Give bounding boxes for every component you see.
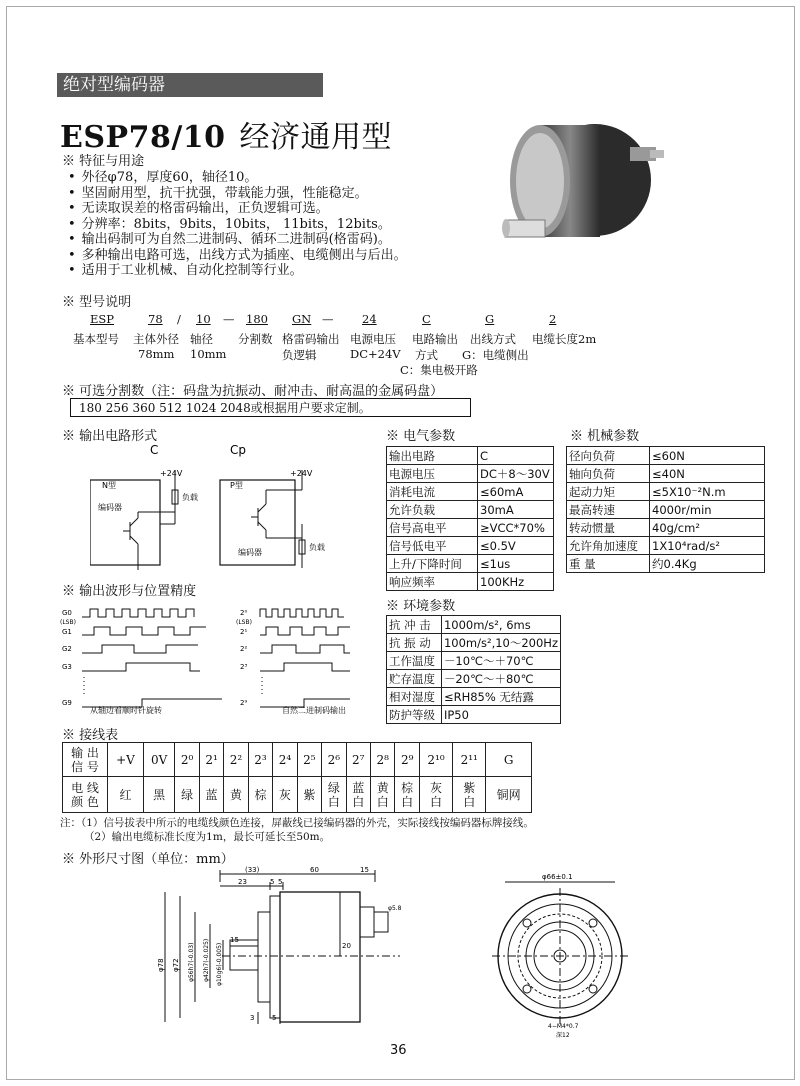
- param-name: 信号高电平: [387, 519, 478, 537]
- dim-label: 深12: [556, 1032, 570, 1038]
- dim-label: φ10g6(-0.005): [216, 942, 223, 986]
- wiring-signal: 2⁹: [395, 743, 419, 777]
- param-name: 抗 冲 击: [387, 616, 442, 634]
- code-segment: G: [485, 312, 495, 326]
- options-heading: ※ 可选分割数（注：码盘为抗振动、耐冲击、耐高温的金属码盘）: [62, 384, 444, 399]
- param-row: [387, 537, 554, 555]
- dim-label: 60: [310, 866, 319, 874]
- param-name: 相对湿度: [387, 688, 442, 706]
- param-value: －20℃～＋80℃: [441, 670, 560, 688]
- waveform-left-caption: 从轴边看顺时针旋转: [90, 706, 162, 715]
- environment-heading: ※ 环境参数: [386, 599, 456, 614]
- load-label: 负载: [182, 493, 198, 502]
- param-name: 消耗电流: [387, 483, 478, 501]
- param-name: 响应频率: [387, 573, 478, 591]
- param-name: 信号低电平: [387, 537, 478, 555]
- param-name: 上升/下降时间: [387, 555, 478, 573]
- code-label: 格雷码输出: [282, 332, 340, 346]
- param-row: [387, 465, 554, 483]
- dim-label: 15: [360, 866, 369, 874]
- param-value: ≤1us: [478, 555, 554, 573]
- param-name: 工作温度: [387, 652, 442, 670]
- page-number: 36: [390, 1043, 407, 1058]
- c-label: C: [150, 443, 159, 457]
- param-name: 起动力矩: [567, 483, 650, 501]
- code-segment: 78: [148, 312, 163, 326]
- wave-label: 2²: [240, 645, 248, 653]
- feature-item: • 适用于工业机械、自动化控制等行业。: [68, 263, 407, 279]
- wiring-color: 黑: [143, 777, 174, 813]
- dim-label: 5: [278, 878, 283, 886]
- code-label: 轴径: [190, 332, 213, 346]
- param-name: 抗 振 动: [387, 634, 442, 652]
- wave-label: 2³: [240, 663, 248, 671]
- param-name: 防护等级: [387, 706, 442, 724]
- side-view-drawing: [130, 862, 410, 1027]
- output-circuit-heading: ※ 输出电路形式: [62, 429, 158, 444]
- param-name: 径向负荷: [567, 447, 650, 465]
- param-value: ≤60N: [650, 447, 765, 465]
- wiring-signal: 2⁶: [322, 743, 346, 777]
- feature-item: • 无读取误差的格雷码输出，正负逻辑可选。: [68, 201, 407, 217]
- wave-label: G3: [62, 663, 72, 671]
- wave-label: G2: [62, 645, 72, 653]
- param-row: [567, 519, 765, 537]
- wave-label: 2⁰: [240, 609, 248, 617]
- code-label: 电路输出: [412, 332, 458, 346]
- wiring-color: 棕 白: [395, 777, 419, 813]
- param-name: 转动惯量: [567, 519, 650, 537]
- wave-label: (LSB): [60, 619, 76, 626]
- param-row: [387, 447, 554, 465]
- model-desc-heading: ※ 型号说明: [62, 295, 132, 310]
- wiring-color: 紫 白: [453, 777, 486, 813]
- environment-params-table: [386, 615, 561, 724]
- dim-label: φ5.8: [388, 905, 402, 912]
- wave-label: 2⁹: [240, 699, 248, 707]
- waveform-right-caption: 自然二进制码输出: [282, 706, 346, 715]
- param-name: 重 量: [567, 555, 650, 573]
- model-number: ESP78/10: [60, 120, 226, 155]
- param-value: ≥VCC*70%: [478, 519, 554, 537]
- wiring-color: 黄: [224, 777, 248, 813]
- wiring-color: 棕: [248, 777, 272, 813]
- n-type-label: N型: [102, 481, 116, 490]
- wiring-signal: 2⁷: [346, 743, 370, 777]
- param-name: 允许角加速度: [567, 537, 650, 555]
- param-row: [387, 634, 561, 652]
- code-segment: C: [422, 312, 431, 326]
- wiring-color: 红: [108, 777, 144, 813]
- wiring-color: 蓝 白: [346, 777, 370, 813]
- product-photo: [500, 115, 670, 260]
- code-segment: 180: [246, 312, 268, 326]
- param-name: 最高转速: [567, 501, 650, 519]
- param-name: 允许负载: [387, 501, 478, 519]
- dim-label: 5: [270, 878, 275, 886]
- wiring-signal: 2¹¹: [453, 743, 486, 777]
- v24-label: +24V: [160, 469, 183, 478]
- param-value: 40g/cm²: [650, 519, 765, 537]
- code-sub: C：集电极开路: [400, 363, 478, 377]
- param-row: [387, 652, 561, 670]
- param-row: [387, 706, 561, 724]
- param-row: [387, 501, 554, 519]
- code-sub: G：电缆侧出: [462, 348, 529, 362]
- p-type-label: P型: [230, 481, 243, 490]
- notes: [60, 816, 534, 844]
- v24-label: +24V: [290, 469, 313, 478]
- load-label: 负载: [309, 543, 325, 552]
- wave-label: G9: [62, 699, 72, 707]
- param-value: 约0.4Kg: [650, 555, 765, 573]
- encoder-label: 编码器: [98, 503, 122, 512]
- param-value: IP50: [441, 706, 560, 724]
- encoder-label: 编码器: [238, 548, 262, 557]
- code-label: 基本型号: [73, 332, 119, 346]
- wiring-signal: G: [486, 743, 532, 777]
- wave-label: (LSB): [236, 619, 252, 626]
- dim-label: 3: [250, 1014, 255, 1022]
- options-box: 180 256 360 512 1024 2048或根据用户要求定制。: [70, 398, 471, 417]
- wiring-signal: 2¹: [199, 743, 223, 777]
- code-segment: 24: [362, 312, 377, 326]
- param-value: ≤0.5V: [478, 537, 554, 555]
- category-header: 绝对型编码器: [57, 73, 323, 97]
- param-row: [387, 555, 554, 573]
- feature-item: • 分辨率：8bits，9bits，10bits， 11bits，12bits。: [68, 217, 407, 233]
- param-value: 100m/s²,10～200Hz: [441, 634, 560, 652]
- wiring-signal: 2¹⁰: [419, 743, 452, 777]
- feature-item: • 输出码制可为自然二进制码、循环二进制码(格雷码)。: [68, 232, 407, 248]
- wiring-heading: ※ 接线表: [62, 728, 119, 743]
- dim-label: (33): [245, 866, 260, 874]
- code-segment: 2: [549, 312, 557, 326]
- code-sub: 负逻辑: [282, 348, 317, 362]
- code-sub: DC+24V: [350, 347, 401, 361]
- code-segment: 10: [196, 312, 211, 326]
- output-circuit-diagram: [90, 440, 350, 575]
- wiring-table: [62, 742, 532, 813]
- dim-label: φ72: [172, 958, 180, 972]
- dim-label: φ66±0.1: [542, 873, 573, 881]
- param-value: ≤40N: [650, 465, 765, 483]
- electrical-heading: ※ 电气参数: [386, 429, 456, 444]
- param-row: [567, 555, 765, 573]
- waveform-diagram: [60, 605, 360, 720]
- param-value: 30mA: [478, 501, 554, 519]
- code-label: 出线方式: [470, 332, 516, 346]
- param-row: [387, 483, 554, 501]
- electrical-params-table: [386, 446, 554, 591]
- param-name: 轴向负荷: [567, 465, 650, 483]
- param-value: DC＋8～30V: [478, 465, 554, 483]
- param-name: 电源电压: [387, 465, 478, 483]
- param-row: [387, 616, 561, 634]
- code-segment: —: [322, 312, 334, 326]
- wiring-color: 灰: [273, 777, 297, 813]
- param-value: C: [478, 447, 554, 465]
- param-name: 输出电路: [387, 447, 478, 465]
- wiring-color: 绿 白: [322, 777, 346, 813]
- wiring-color: 灰 白: [419, 777, 452, 813]
- wiring-color: 黄 白: [371, 777, 395, 813]
- param-value: ≤60mA: [478, 483, 554, 501]
- dim-label: 15: [230, 936, 239, 944]
- dimensions-heading: ※ 外形尺寸图（单位：mm）: [62, 852, 234, 867]
- dim-label: φ56h7(-0.03): [188, 942, 195, 982]
- model-subtitle: 经济通用型: [239, 120, 393, 155]
- param-value: 1000m/s², 6ms: [441, 616, 560, 634]
- param-row: [567, 447, 765, 465]
- code-label: 分割数: [238, 332, 273, 346]
- feature-item: • 坚固耐用型，抗干扰强，带载能力强，性能稳定。: [68, 186, 407, 202]
- wiring-color: 绿: [175, 777, 199, 813]
- wiring-signal: +V: [108, 743, 144, 777]
- features-list: [68, 170, 407, 279]
- code-segment: ESP: [90, 312, 115, 326]
- code-label: 电源电压: [350, 332, 396, 346]
- param-value: ≤RH85% 无结露: [441, 688, 560, 706]
- param-row: [387, 573, 554, 591]
- dim-label: 5: [272, 1014, 277, 1022]
- mechanical-params-table: [566, 446, 765, 573]
- param-row: [387, 519, 554, 537]
- wiring-color: 紫: [297, 777, 321, 813]
- note-item: （2）输出电缆标准长度为1m，最长可延长至50m。: [84, 831, 331, 843]
- cp-label: Cp: [230, 443, 246, 457]
- code-segment: /: [177, 312, 181, 326]
- param-row: [567, 537, 765, 555]
- waveform-heading: ※ 输出波形与位置精度: [62, 584, 197, 599]
- code-sub: 78mm: [138, 347, 175, 361]
- code-sub: 10mm: [190, 347, 227, 361]
- code-segment: GN: [292, 312, 312, 326]
- dim-label: φ42h7(-0.025): [203, 938, 210, 982]
- feature-item: • 外径φ78，厚度60，轴径10。: [68, 170, 407, 186]
- feature-item: • 多种输出电路可选，出线方式为插座、电缆侧出与后出。: [68, 248, 407, 264]
- param-value: －10℃～＋70℃: [441, 652, 560, 670]
- code-label: 电缆长度2m: [532, 332, 597, 346]
- param-value: 100KHz: [478, 573, 554, 591]
- param-row: [387, 670, 561, 688]
- wiring-color: 铜网: [486, 777, 532, 813]
- wiring-signal: 2⁴: [273, 743, 297, 777]
- note-item: 注：（1）信号拔表中所示的电缆线颜色连接，屏蔽线已接编码器的外壳，实际接线按编码器标牌接线。: [60, 817, 534, 829]
- mechanical-heading: ※ 机械参数: [570, 429, 640, 444]
- wave-label: 2¹: [240, 628, 248, 636]
- param-row: [567, 501, 765, 519]
- param-row: [567, 483, 765, 501]
- param-value: 1X10⁴rad/s²: [650, 537, 765, 555]
- wiring-header: 输 出 信 号: [63, 743, 108, 777]
- features-heading: ※ 特征与用途: [62, 154, 145, 169]
- dim-label: φ78: [157, 958, 165, 972]
- param-value: 4000r/min: [650, 501, 765, 519]
- param-row: [387, 688, 561, 706]
- wave-label: G0: [62, 609, 72, 617]
- dim-label: 20: [342, 942, 351, 950]
- wiring-color: 蓝: [199, 777, 223, 813]
- param-value: ≤5X10⁻²N.m: [650, 483, 765, 501]
- front-view-drawing: [490, 868, 630, 1038]
- param-row: [567, 465, 765, 483]
- wiring-signal: 2⁸: [371, 743, 395, 777]
- wiring-signal: 2⁵: [297, 743, 321, 777]
- wiring-signal: 0V: [143, 743, 174, 777]
- wiring-signal: 2³: [248, 743, 272, 777]
- code-segment: —: [223, 312, 235, 326]
- wave-label: G1: [62, 628, 72, 636]
- code-sub: 方式: [415, 348, 438, 362]
- wiring-signal: 2⁰: [175, 743, 199, 777]
- dim-label: 4−M4*0.7: [548, 1023, 579, 1030]
- wiring-header: 电 线 颜 色: [63, 777, 108, 813]
- dim-label: 23: [238, 878, 247, 886]
- code-label: 主体外径: [133, 332, 179, 346]
- wiring-signal: 2²: [224, 743, 248, 777]
- param-name: 贮存温度: [387, 670, 442, 688]
